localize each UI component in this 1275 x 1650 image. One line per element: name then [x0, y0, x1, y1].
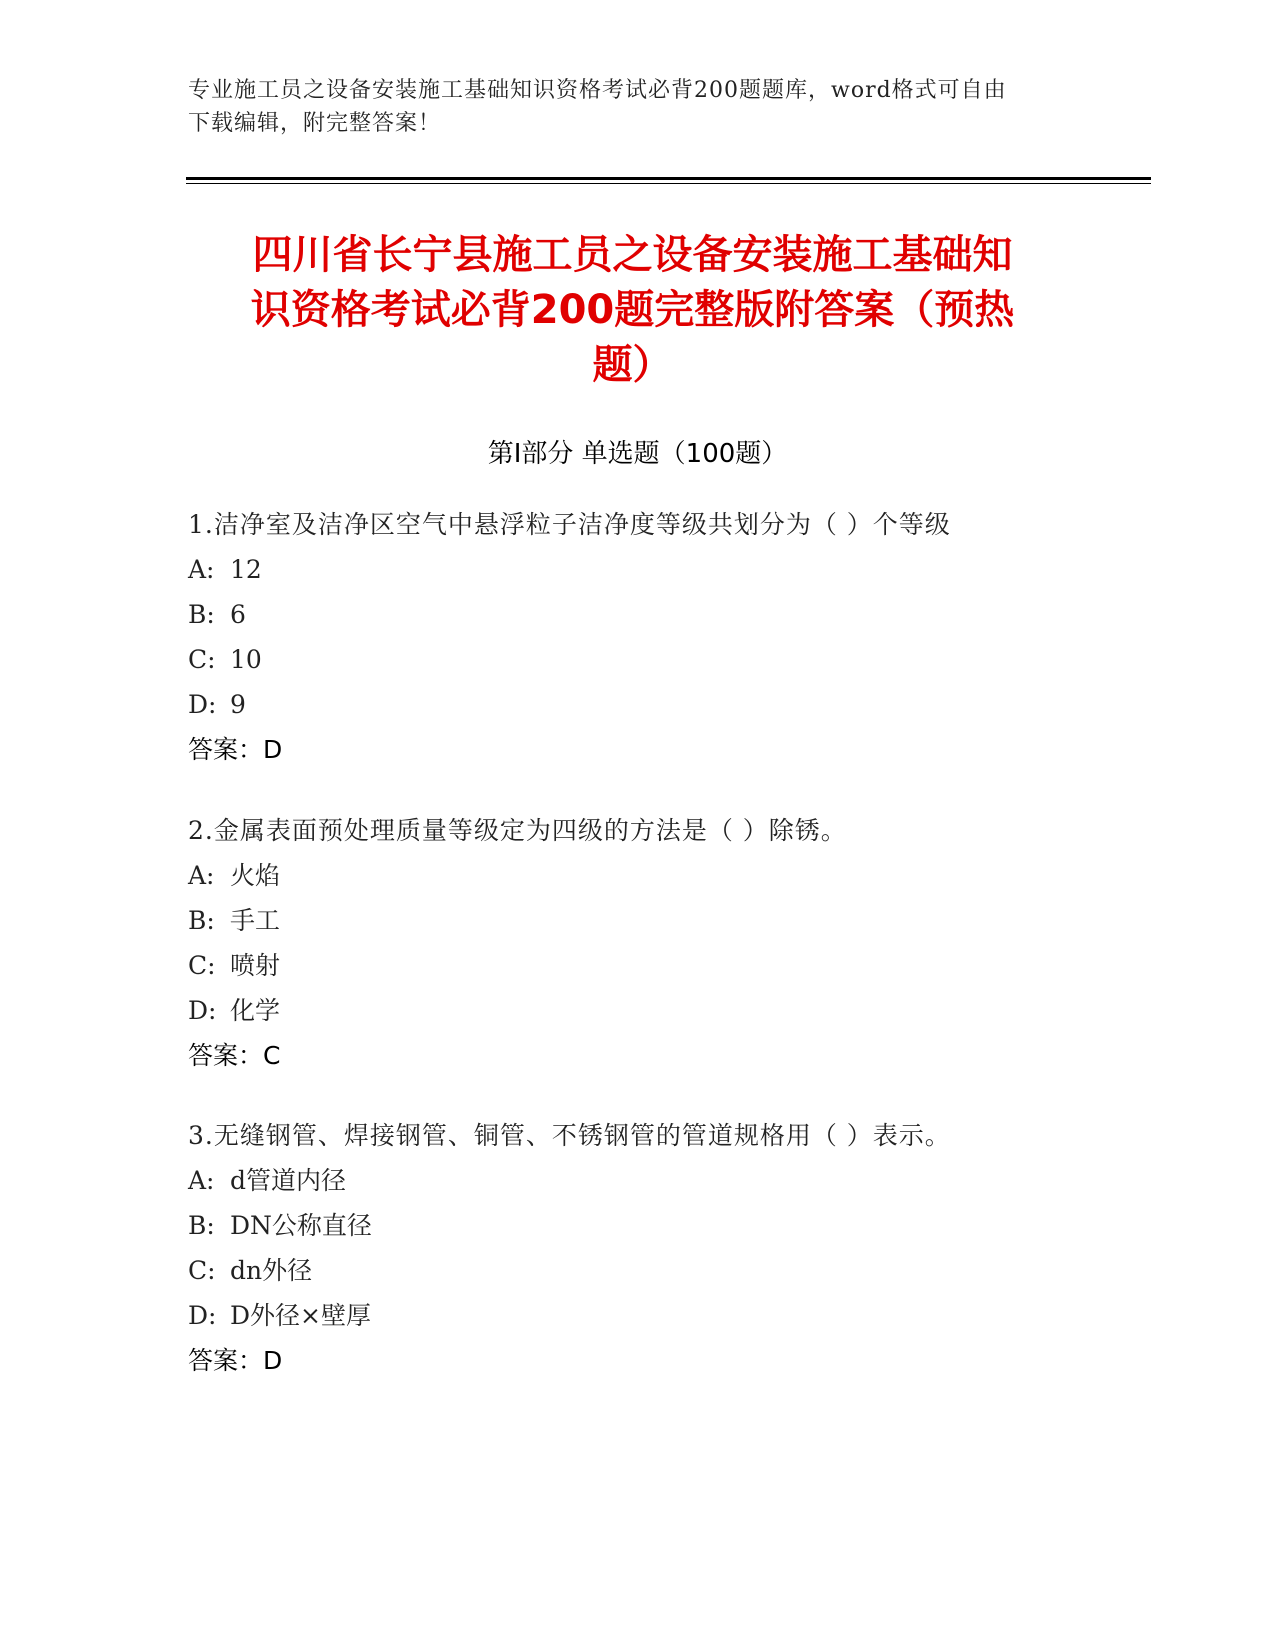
option-text: 10: [230, 645, 262, 674]
option-text: 火焰: [230, 861, 281, 890]
option-c: [188, 943, 1088, 988]
option-c: [188, 637, 1088, 682]
option-letter: D:: [188, 996, 217, 1025]
section-heading: 第Ⅰ部分 单选题（100题）: [487, 439, 788, 469]
option-letter: B:: [188, 1211, 215, 1240]
answer-line: 答案：D: [188, 1346, 283, 1375]
header-note-line-2: 下载编辑，附完整答案！: [188, 111, 442, 136]
option-b: [188, 898, 1088, 943]
option-text: 化学: [230, 996, 281, 1025]
option-text: 6: [230, 600, 246, 629]
question-1: [188, 502, 1088, 772]
answer-line: 答案：D: [188, 735, 283, 764]
question-3: [188, 1113, 1088, 1383]
document-title-line-1: 四川省长宁县施工员之设备安装施工基础知: [252, 232, 1013, 278]
option-a: [188, 547, 1088, 592]
header-note-line-1: 专业施工员之设备安装施工基础知识资格考试必背200题题库，word格式可自由: [188, 78, 1007, 103]
question-stem: 1.洁净室及洁净区空气中悬浮粒子洁净度等级共划分为（ ）个等级: [188, 510, 951, 539]
option-d: [188, 682, 1088, 727]
option-a: [188, 853, 1088, 898]
option-letter: A:: [188, 861, 215, 890]
option-text: d管道内径: [230, 1166, 347, 1195]
question-2: [188, 808, 1088, 1078]
header-note: [188, 74, 1068, 140]
option-letter: D:: [188, 1301, 217, 1330]
option-text: 9: [230, 690, 246, 719]
option-letter: A:: [188, 555, 215, 584]
question-stem: 2.金属表面预处理质量等级定为四级的方法是（ ）除锈。: [188, 816, 847, 845]
document-title-line-3: 题）: [592, 342, 673, 388]
option-b: [188, 1203, 1088, 1248]
option-text: dn外径: [230, 1256, 313, 1285]
option-text: D外径×壁厚: [230, 1301, 371, 1330]
option-text: 12: [230, 555, 262, 584]
option-letter: C:: [188, 645, 216, 674]
option-b: [188, 592, 1088, 637]
option-d: [188, 988, 1088, 1033]
document-title-line-2: 识资格考试必背200题完整版附答案（预热: [250, 287, 1015, 333]
document-title: [190, 228, 1075, 393]
option-text: DN公称直径: [230, 1211, 372, 1240]
option-c: [188, 1248, 1088, 1293]
answer-line: 答案：C: [188, 1041, 281, 1070]
option-letter: C:: [188, 951, 216, 980]
option-d: [188, 1293, 1088, 1338]
option-letter: B:: [188, 906, 215, 935]
option-letter: D:: [188, 690, 217, 719]
option-letter: B:: [188, 600, 215, 629]
question-stem: 3.无缝钢管、焊接钢管、铜管、不锈钢管的管道规格用（ ）表示。: [188, 1121, 951, 1150]
option-letter: A:: [188, 1166, 215, 1195]
option-text: 喷射: [230, 951, 281, 980]
option-letter: C:: [188, 1256, 216, 1285]
option-text: 手工: [230, 906, 281, 935]
header-divider-thin: [186, 183, 1151, 184]
option-a: [188, 1158, 1088, 1203]
header-divider-thick: [186, 177, 1151, 180]
